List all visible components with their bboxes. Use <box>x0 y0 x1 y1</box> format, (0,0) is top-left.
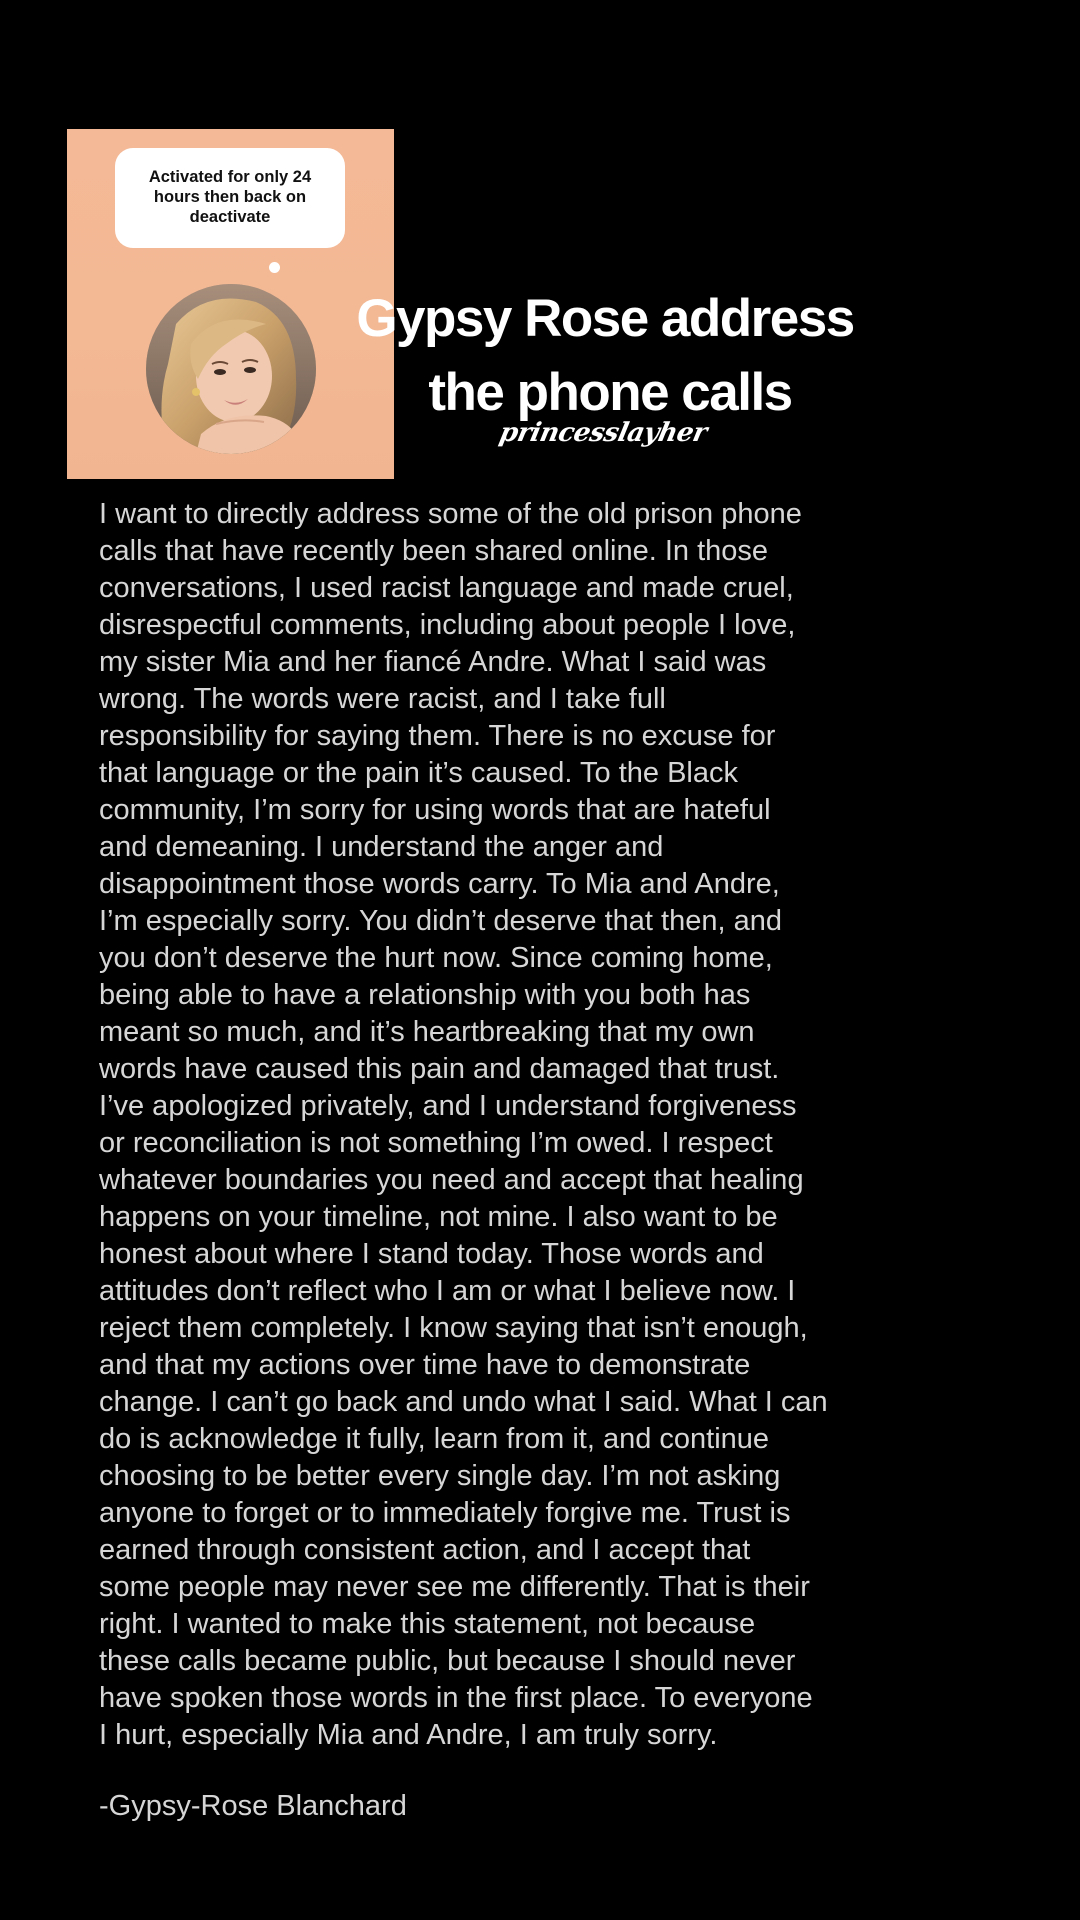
statement-line: and that my actions over time have to demonstrate <box>99 1349 751 1381</box>
statement-line: disappointment those words carry. To Mia and Andre, <box>99 868 780 900</box>
statement-line: anyone to forget or to immediately forgive me. Trust is <box>99 1497 791 1529</box>
speech-bubble-text: Activated for only 24 hours then back on deactivate <box>148 168 312 226</box>
statement-line: I’ve apologized privately, and I understand forgiveness <box>99 1090 797 1122</box>
speech-bubble-tail <box>269 262 280 273</box>
statement-line: meant so much, and it’s heartbreaking that my own <box>99 1016 755 1048</box>
statement-line: community, I’m sorry for using words that are hateful <box>99 794 771 826</box>
statement-line: disrespectful comments, including about people I love, <box>99 609 796 641</box>
statement-line: right. I wanted to make this statement, not because <box>99 1608 756 1640</box>
statement-line: I’m especially sorry. You didn’t deserve that then, and <box>99 905 782 937</box>
statement-line: these calls became public, but because I should never <box>99 1645 796 1677</box>
statement-line: reject them completely. I know saying that isn’t enough, <box>99 1312 808 1344</box>
statement-line: do is acknowledge it fully, learn from it, and continue <box>99 1423 770 1455</box>
statement-line: some people may never see me differently. That is their <box>99 1571 810 1603</box>
page-title <box>330 282 890 430</box>
statement-body <box>99 496 899 1754</box>
statement-line: that language or the pain it’s caused. To the Black <box>99 757 738 789</box>
signature: -Gypsy-Rose Blanchard <box>99 1790 407 1822</box>
statement-line: attitudes don’t reflect who I am or what I believe now. I <box>99 1275 796 1307</box>
statement-line: wrong. The words were racist, and I take full <box>99 683 666 715</box>
title-line-2: the phone calls <box>428 363 792 422</box>
statement-line: words have caused this pain and damaged that trust. <box>99 1053 780 1085</box>
speech-bubble <box>115 148 345 248</box>
statement-line: have spoken those words in the first place. To everyone <box>99 1682 813 1714</box>
statement-line: responsibility for saying them. There is no excuse for <box>99 720 776 752</box>
statement-line: my sister Mia and her fiancé Andre. What I said was <box>99 646 767 678</box>
statement-line: being able to have a relationship with you both has <box>99 979 751 1011</box>
statement-line: choosing to be better every single day. I’m not asking <box>99 1460 781 1492</box>
statement-line: honest about where I stand today. Those words and <box>99 1238 764 1270</box>
statement-line: and demeaning. I understand the anger and <box>99 831 664 863</box>
statement-line: I want to directly address some of the old prison phone <box>99 498 802 530</box>
statement-line: conversations, I used racist language and made cruel, <box>99 572 794 604</box>
statement-line: you don’t deserve the hurt now. Since coming home, <box>99 942 773 974</box>
statement-line: I hurt, especially Mia and Andre, I am truly sorry. <box>99 1719 718 1751</box>
avatar <box>146 284 316 454</box>
statement-line: whatever boundaries you need and accept that healing <box>99 1164 804 1196</box>
title-line-1: Gypsy Rose address <box>356 289 854 348</box>
statement-line: happens on your timeline, not mine. I also want to be <box>99 1201 778 1233</box>
statement-line: earned through consistent action, and I accept that <box>99 1534 751 1566</box>
statement-line: or reconciliation is not something I’m owed. I respect <box>99 1127 773 1159</box>
watermark: princesslayher <box>496 418 710 448</box>
statement-line: calls that have recently been shared online. In those <box>99 535 769 567</box>
statement-line: change. I can’t go back and undo what I said. What I can <box>99 1386 828 1418</box>
